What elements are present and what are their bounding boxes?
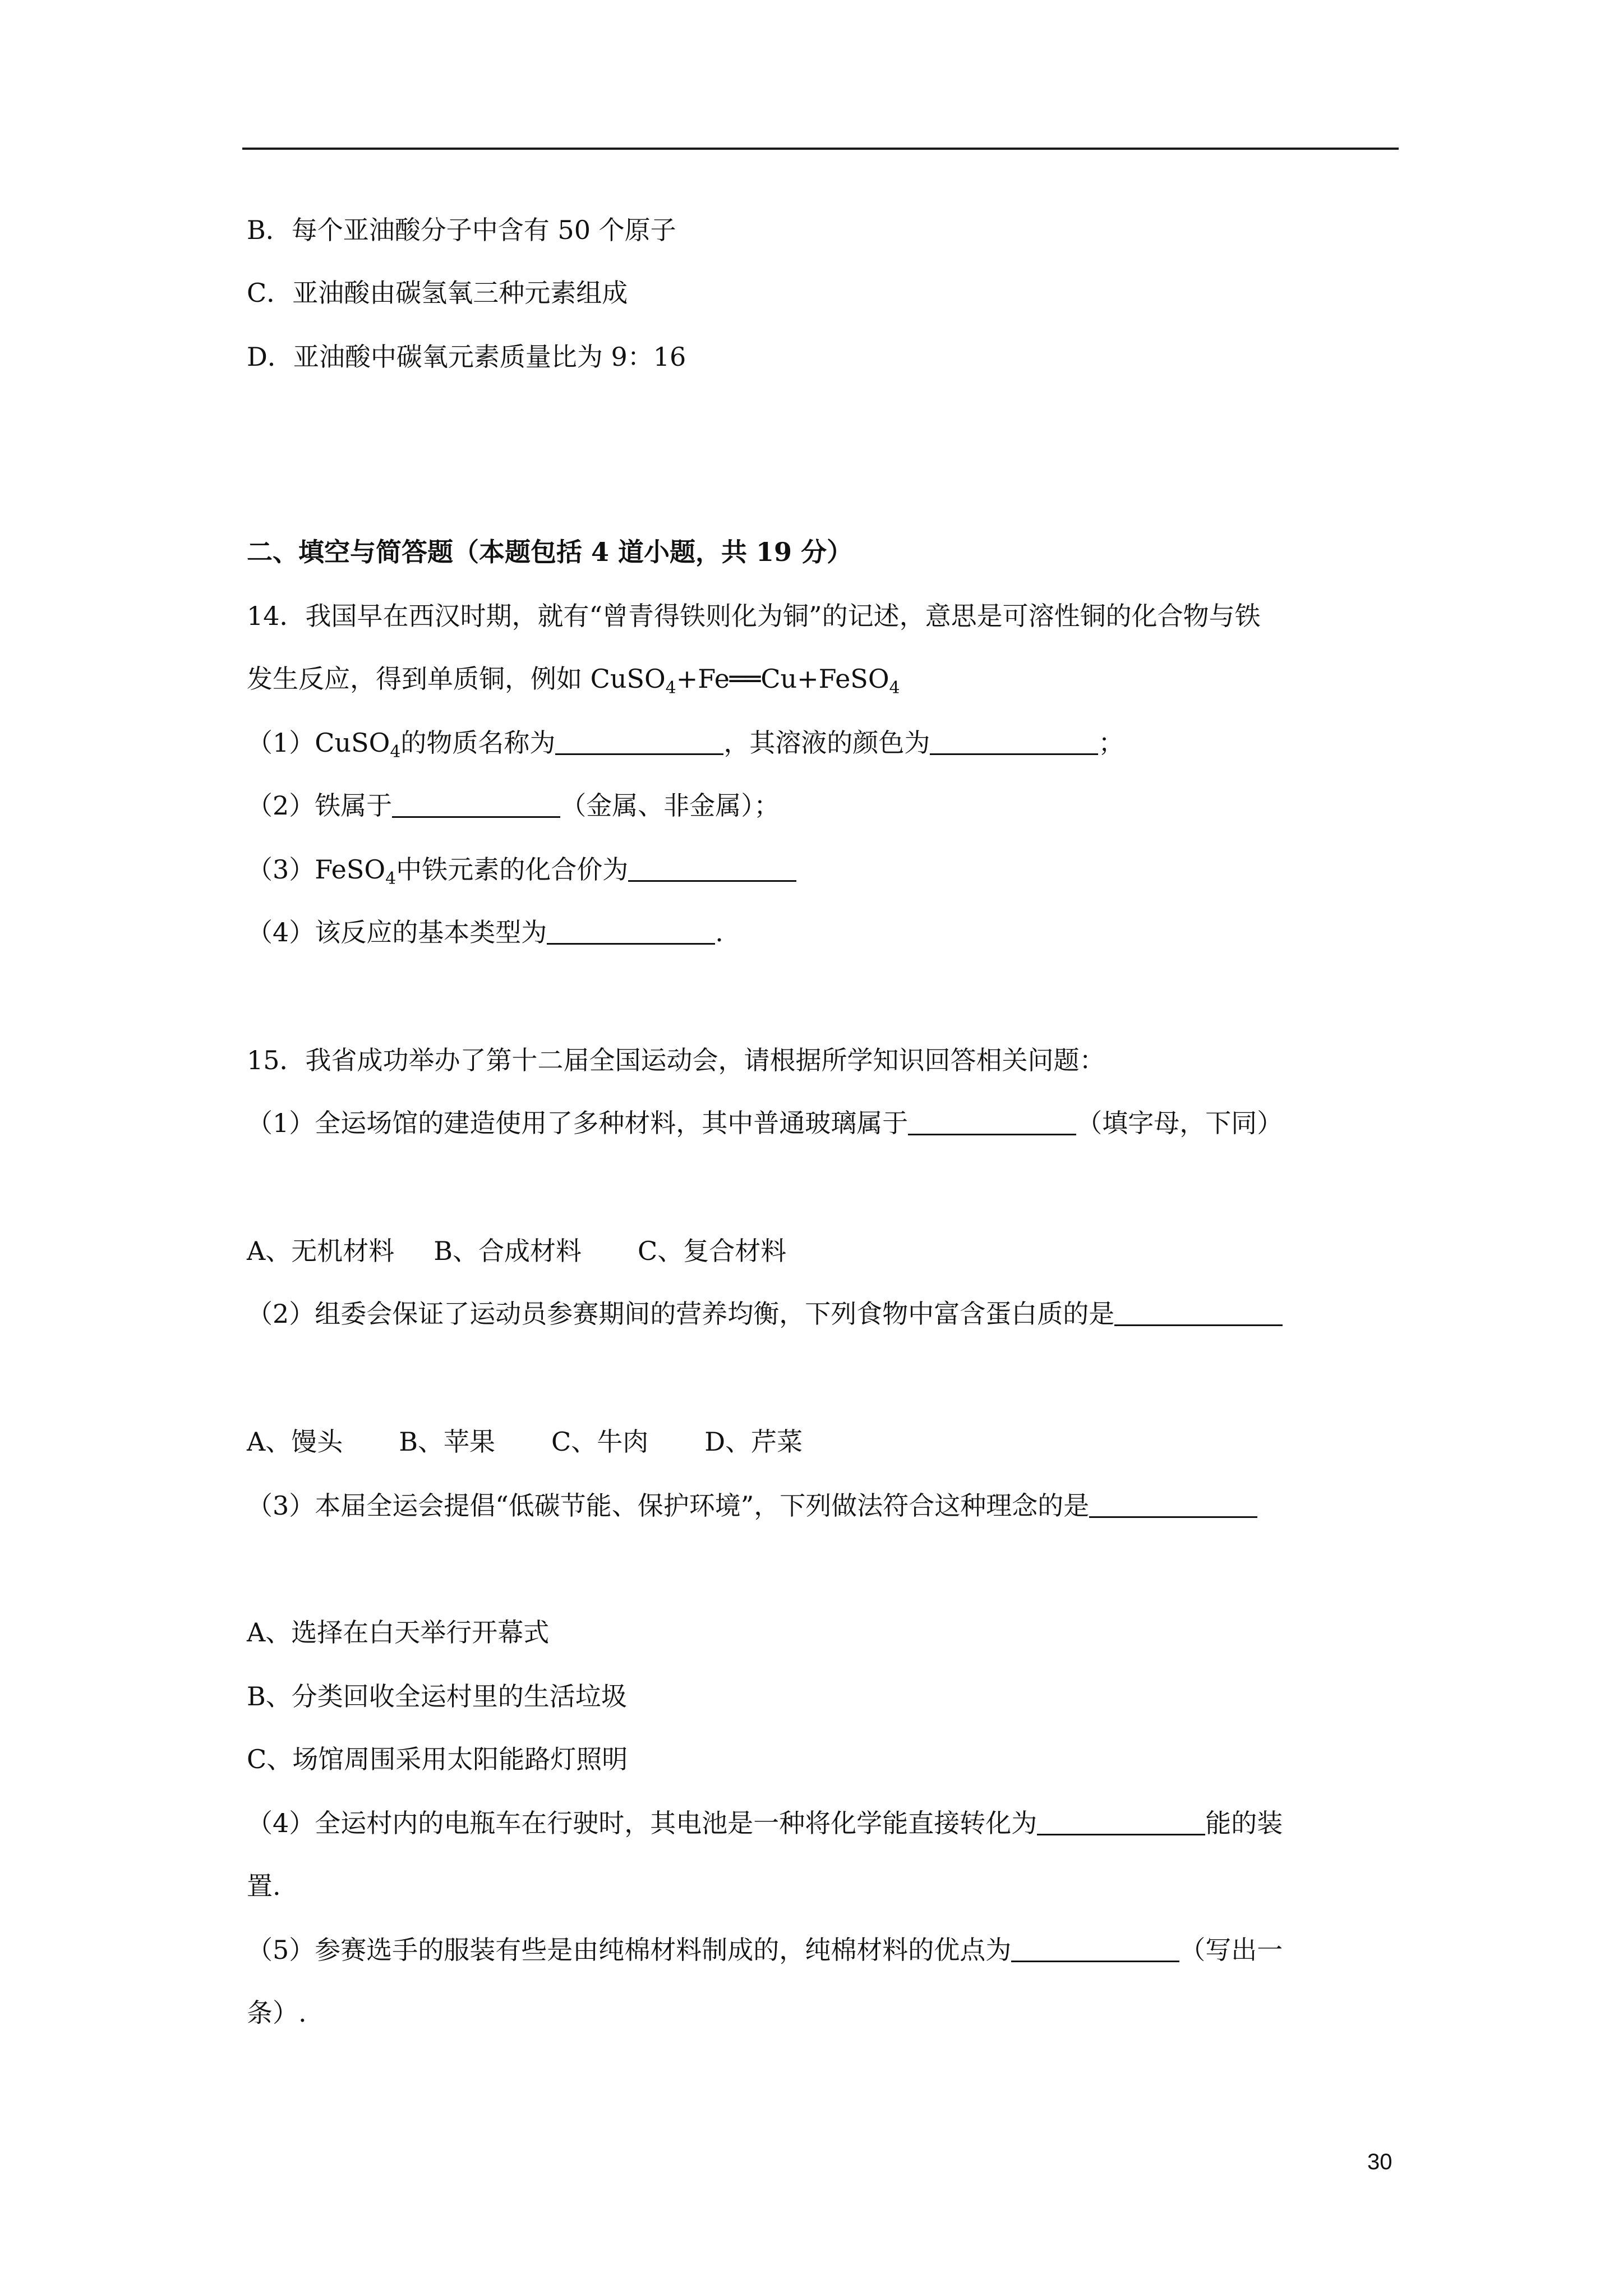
q14-stem-line2-mid: +Fe══Cu+FeSO — [676, 664, 889, 694]
q14-part3-label: 中铁元素的化合价为 — [396, 854, 629, 885]
q15-part3 — [247, 1489, 1257, 1522]
q14-part1-label2: ，其溶液的颜色为 — [723, 728, 930, 758]
q14-part1-end: ； — [1098, 728, 1124, 758]
option-b: B、苹果 — [399, 1427, 496, 1457]
option-d: D、芹菜 — [704, 1427, 803, 1457]
answer-blank[interactable] — [1037, 1810, 1205, 1835]
q14-part2-prefix: （2）铁属于 — [247, 790, 393, 821]
q15-part5-end: （写出一 — [1179, 1935, 1283, 1965]
q15-part1 — [247, 1106, 1283, 1140]
option-a: A、无机材料 — [247, 1236, 395, 1266]
answer-blank[interactable] — [1114, 1301, 1283, 1326]
q14-part1-label: 的物质名称为 — [400, 728, 556, 758]
q14-stem-line2 — [247, 662, 900, 696]
page-number: 30 — [1367, 2150, 1393, 2174]
q15-part2 — [247, 1297, 1283, 1331]
section-heading: 二、填空与简答题（本题包括 4 道小题，共 19 分） — [247, 537, 853, 567]
q15-part1-end: （填字母，下同） — [1076, 1108, 1283, 1138]
q15-part3-prefix: （3）本届全运会提倡“低碳节能、保护环境”，下列做法符合这种理念的是 — [247, 1490, 1090, 1521]
q15-part5-prefix: （5）参赛选手的服装有些是由纯棉材料制成的，纯棉材料的优点为 — [247, 1935, 1012, 1965]
option-c: C、牛肉 — [551, 1427, 649, 1457]
formula-subscript: 4 — [665, 678, 676, 698]
answer-blank[interactable] — [555, 730, 723, 755]
option-a: A、馒头 — [247, 1427, 343, 1457]
q14-part2-end: （金属、非金属）； — [560, 790, 780, 821]
answer-blank[interactable] — [628, 857, 796, 882]
q15-part2-prefix: （2）组委会保证了运动员参赛期间的营养均衡，下列食物中富含蛋白质的是 — [247, 1299, 1115, 1329]
q14-part3-prefix: （3）FeSO — [247, 854, 386, 885]
option-c: C、复合材料 — [638, 1236, 787, 1266]
answer-blank[interactable] — [1089, 1493, 1257, 1518]
q15-part3-option-b: B、分类回收全运村里的生活垃圾 — [247, 1681, 627, 1711]
header-rule — [242, 148, 1399, 150]
q15-part4-prefix: （4）全运村内的电瓶车在行驶时，其电池是一种将化学能直接转化为 — [247, 1808, 1038, 1838]
q15-part3-option-c: C、场馆周围采用太阳能路灯照明 — [247, 1744, 628, 1774]
q14-stem-line2-prefix: 发生反应，得到单质铜，例如 CuSO — [247, 664, 666, 694]
q15-part4-line2: 置. — [247, 1871, 281, 1901]
answer-blank[interactable] — [392, 793, 560, 818]
q13-option-d: D．亚油酸中碳氧元素质量比为 9：16 — [247, 342, 686, 372]
formula-subscript: 4 — [390, 742, 401, 762]
q14-part1 — [247, 726, 1124, 760]
answer-blank[interactable] — [547, 919, 715, 945]
q14-part4-prefix: （4）该反应的基本类型为 — [247, 917, 547, 947]
q15-part3-option-a: A、选择在白天举行开幕式 — [247, 1617, 550, 1648]
q14-part1-prefix: （1）CuSO — [247, 728, 390, 758]
q14-part4 — [247, 915, 723, 949]
q14-stem-line1: 14．我国早在西汉时期，就有“曾青得铁则化为铜”的记述，意思是可溶性铜的化合物与铁 — [247, 601, 1261, 631]
q15-part2-options — [247, 1425, 803, 1458]
q15-part5-line2: 条）. — [247, 1998, 307, 2028]
option-b: B、合成材料 — [434, 1236, 582, 1266]
q14-part2 — [247, 789, 780, 822]
answer-blank[interactable] — [930, 730, 1098, 755]
q15-stem: 15．我省成功举办了第十二届全国运动会，请根据所学知识回答相关问题： — [247, 1045, 1105, 1075]
q14-part4-end: . — [715, 917, 723, 947]
q15-part1-prefix: （1）全运场馆的建造使用了多种材料，其中普通玻璃属于 — [247, 1108, 909, 1138]
q13-option-b: B．每个亚油酸分子中含有 50 个原子 — [247, 215, 676, 245]
formula-subscript: 4 — [889, 678, 900, 698]
answer-blank[interactable] — [908, 1110, 1076, 1135]
q15-part5 — [247, 1933, 1283, 1967]
q15-part4 — [247, 1806, 1283, 1840]
q15-part1-options — [247, 1234, 786, 1268]
q15-part4-end: 能的装 — [1205, 1808, 1283, 1838]
q13-option-c: C．亚油酸由碳氢氧三种元素组成 — [247, 278, 628, 308]
q14-part3 — [247, 853, 796, 889]
answer-blank[interactable] — [1011, 1937, 1179, 1962]
formula-subscript: 4 — [385, 869, 396, 889]
